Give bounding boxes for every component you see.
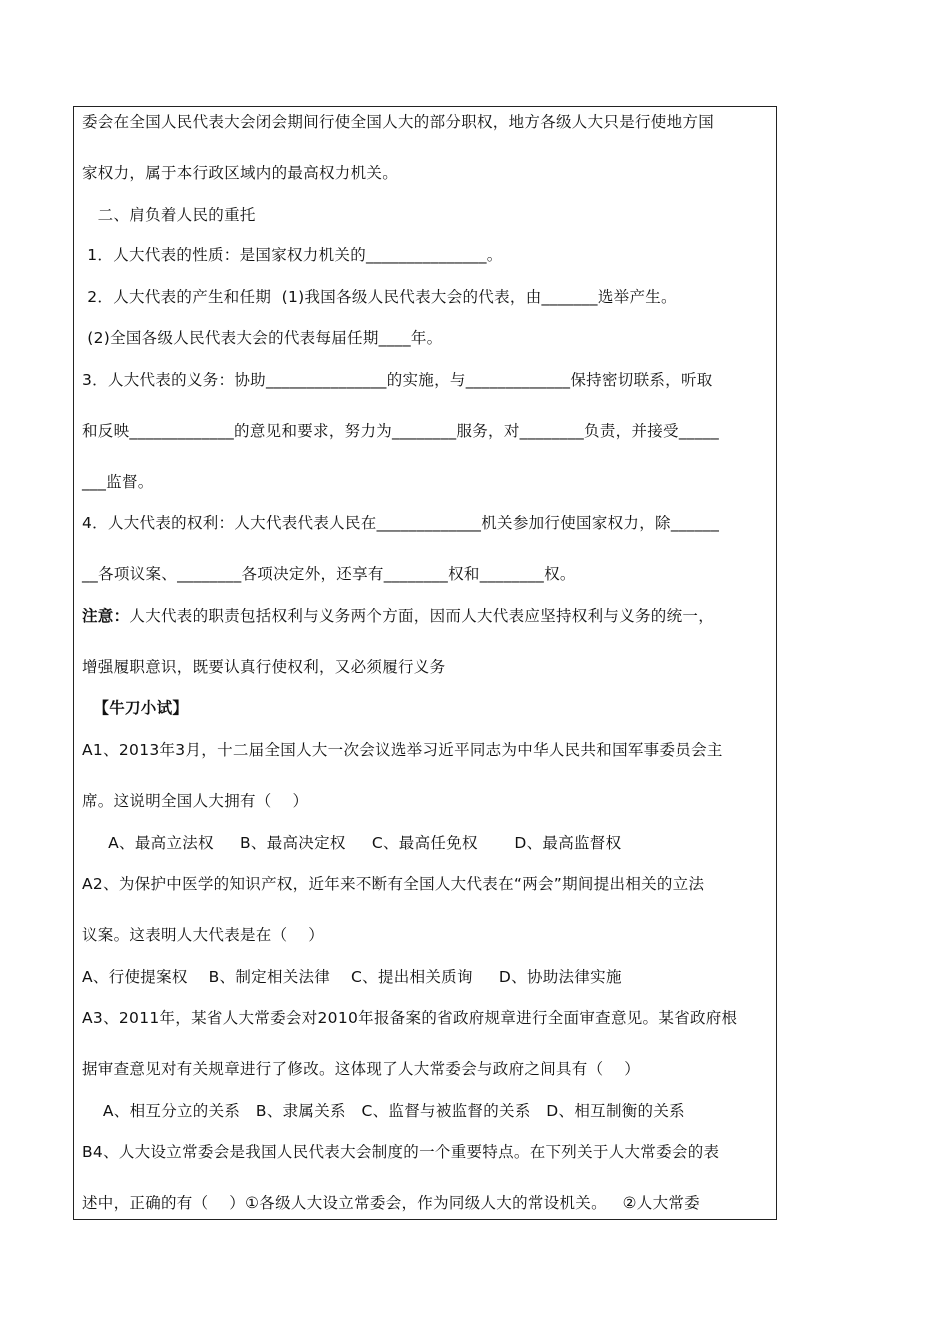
question-text: 议案。这表明人大代表是在（ ） <box>82 926 325 944</box>
question-text: B4、人大设立常委会是我国人民代表大会制度的一个重要特点。在下列关于人大常委会的表 <box>82 1143 720 1161</box>
question-options: A、最高立法权 B、最高决定权 C、最高任免权 D、最高监督权 <box>82 834 622 852</box>
note-label: 注意： <box>82 607 130 625</box>
text-line: 委会在全国人民代表大会闭会期间行使全国人大的部分职权，地方各级人大只是行使地方国 <box>82 113 715 131</box>
section-heading: 二、肩负着人民的重托 <box>82 206 256 224</box>
question-options: A、相互分立的关系 B、隶属关系 C、监督与被监督的关系 D、相互制衡的关系 <box>82 1102 685 1120</box>
question-text: A1、2013年3月，十二届全国人大一次会议选举习近平同志为中华人民共和国军事委员会主 <box>82 741 723 759</box>
text-line: 和反映_____________的意见和要求，努力为________服务，对________负责，并接受_____ <box>82 422 720 440</box>
text-line: 2．人大代表的产生和任期 (1)我国各级人民代表大会的代表，由_______选举产生。 <box>82 288 677 306</box>
question-options: A、行使提案权 B、制定相关法律 C、提出相关质询 D、协助法律实施 <box>82 968 622 986</box>
exercise-heading: 【牛刀小试】 <box>82 699 189 717</box>
text-line: 3．人大代表的义务：协助_______________的实施，与_____________保持密切联系，听取 <box>82 371 713 389</box>
text-line: 家权力，属于本行政区域内的最高权力机关。 <box>82 164 399 182</box>
text-line: 4．人大代表的权利：人大代表代表人民在_____________机关参加行使国家权力，除______ <box>82 514 720 532</box>
text-line: 1．人大代表的性质：是国家权力机关的_______________。 <box>82 246 503 264</box>
note-line <box>82 606 714 626</box>
question-text: A3、2011年，某省人大常委会对2010年报备案的省政府规章进行全面审查意见。某省政府根 <box>82 1009 738 1027</box>
text-line: ___监督。 <box>82 473 154 491</box>
question-text: 据审查意见对有关规章进行了修改。这体现了人大常委会与政府之间具有（ ） <box>82 1060 641 1078</box>
question-text: 述中，正确的有（ ）①各级人大设立常委会，作为同级人大的常设机关。 ②人大常委 <box>82 1194 700 1212</box>
question-text: 席。这说明全国人大拥有（ ） <box>82 792 309 810</box>
text-line: __各项议案、________各项决定外，还享有________权和________权。 <box>82 565 576 583</box>
text-line: 增强履职意识，既要认真行使权利，又必须履行义务 <box>82 658 446 676</box>
note-text: 人大代表的职责包括权利与义务两个方面，因而人大代表应坚持权利与义务的统一， <box>129 607 715 625</box>
question-text: A2、为保护中医学的知识产权，近年来不断有全国人大代表在“两会”期间提出相关的立法 <box>82 875 705 893</box>
text-line: (2)全国各级人民代表大会的代表每届任期____年。 <box>82 329 443 347</box>
